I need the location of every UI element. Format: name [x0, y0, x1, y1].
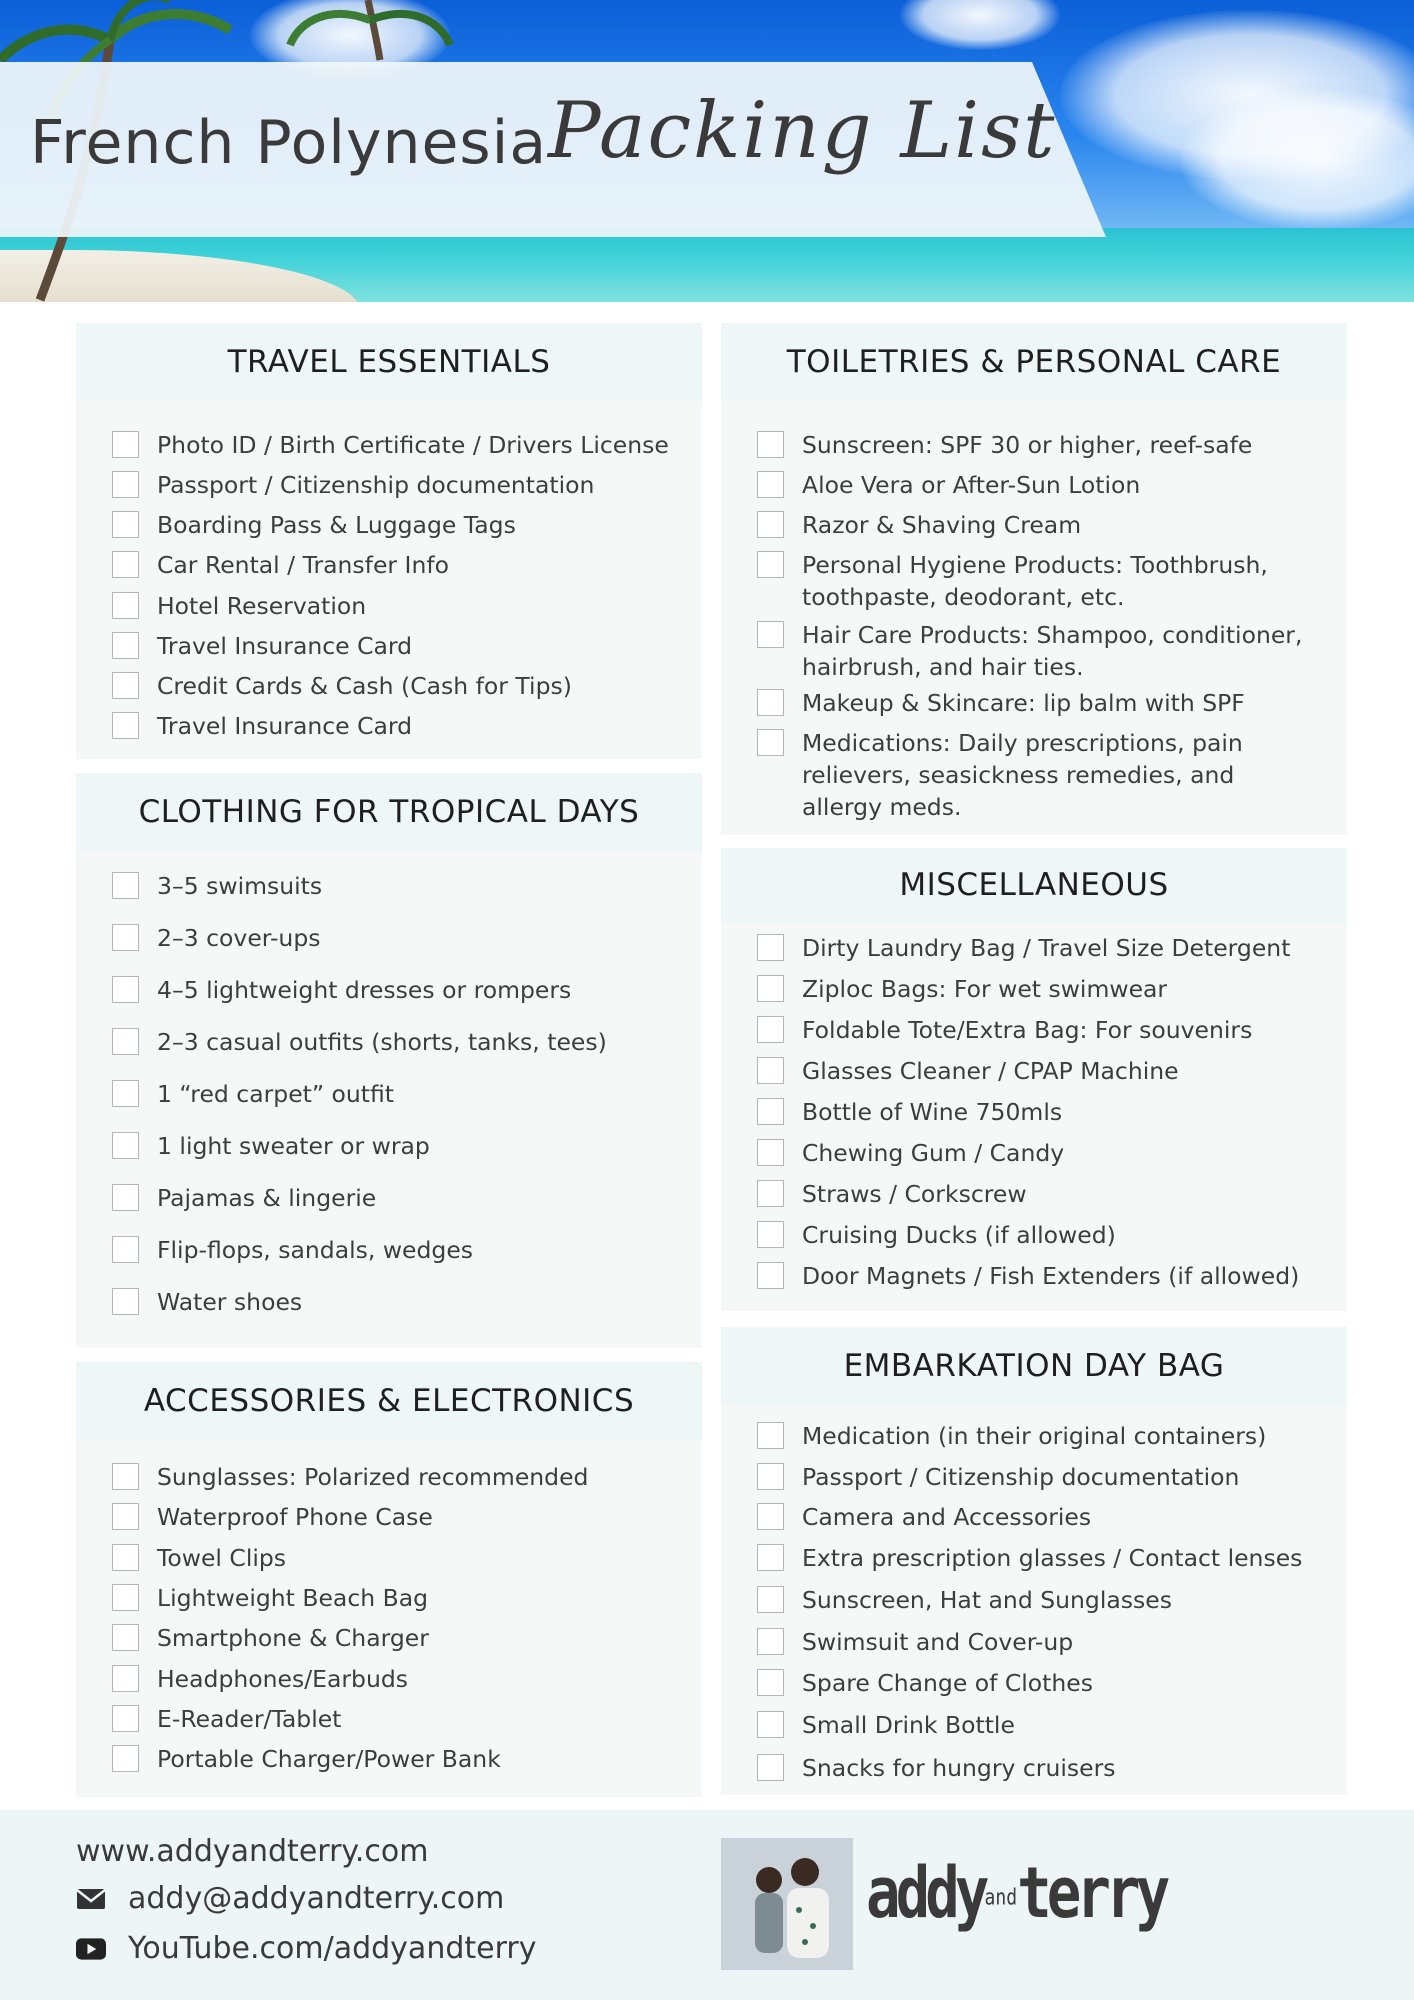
section-title: EMBARKATION DAY BAG: [721, 1327, 1347, 1405]
checkbox[interactable]: [112, 872, 139, 899]
section-accessories: [76, 1362, 702, 1797]
checklist-item-label: Bottle of Wine 750mls: [802, 1098, 1063, 1126]
checklist-item-label: Pajamas & lingerie: [157, 1184, 377, 1212]
checklist-item[interactable]: [112, 469, 672, 501]
checklist-item[interactable]: [112, 1286, 672, 1318]
checkbox[interactable]: [112, 1080, 139, 1107]
checklist-item-label: Sunscreen: SPF 30 or higher, reef-safe: [802, 431, 1253, 459]
checklist-item[interactable]: [112, 1542, 672, 1574]
checkbox[interactable]: [757, 511, 784, 538]
checklist-item[interactable]: [112, 1743, 672, 1775]
checklist-item[interactable]: [112, 1026, 672, 1058]
checklist-item-label: Flip-flops, sandals, wedges: [157, 1236, 474, 1264]
checklist-item-label: Foldable Tote/Extra Bag: For souvenirs: [802, 1016, 1253, 1044]
checklist-item[interactable]: [757, 932, 1317, 964]
section-title: CLOTHING FOR TROPICAL DAYS: [76, 773, 702, 851]
checklist-item[interactable]: [112, 429, 672, 461]
section-title: TOILETRIES & PERSONAL CARE: [721, 323, 1347, 401]
checklist-item-label: E-Reader/Tablet: [157, 1705, 342, 1733]
checklist-item[interactable]: [757, 1667, 1317, 1699]
checkbox[interactable]: [112, 1503, 139, 1530]
checklist-item-label: Makeup & Skincare: lip balm with SPF: [802, 689, 1245, 717]
checklist-item-label: Ziploc Bags: For wet swimwear: [802, 975, 1168, 1003]
checklist-item-label: Smartphone & Charger: [157, 1624, 429, 1652]
section-miscellaneous: [721, 848, 1347, 1311]
checklist-item-label: Travel Insurance Card: [157, 632, 413, 660]
checkbox[interactable]: [757, 934, 784, 961]
checklist-item-label: Photo ID / Birth Certificate / Drivers License: [157, 431, 669, 459]
checklist-item[interactable]: [112, 1663, 672, 1695]
checklist-item-label: Hotel Reservation: [157, 592, 367, 620]
checklist-item-label: Boarding Pass & Luggage Tags: [157, 511, 516, 539]
checkbox[interactable]: [112, 976, 139, 1003]
checkbox[interactable]: [112, 1288, 139, 1315]
checklist-item[interactable]: [112, 1234, 672, 1266]
checkbox[interactable]: [757, 551, 784, 578]
checkbox[interactable]: [112, 1463, 139, 1490]
checklist-item[interactable]: [757, 1752, 1317, 1784]
checklist-item-label: Personal Hygiene Products: Toothbrush, toothpaste, deodorant, etc.: [802, 551, 1268, 611]
checkbox[interactable]: [112, 431, 139, 458]
checklist-item[interactable]: [757, 1014, 1317, 1046]
checklist-item-label: Waterproof Phone Case: [157, 1503, 433, 1531]
checklist-item[interactable]: [757, 1501, 1317, 1533]
checkbox[interactable]: [112, 551, 139, 578]
checkbox[interactable]: [112, 1584, 139, 1611]
checkbox[interactable]: [757, 1463, 784, 1490]
checklist-item-label: Extra prescription glasses / Contact lenses: [802, 1544, 1303, 1572]
checklist-item[interactable]: [757, 509, 1317, 541]
checklist-item[interactable]: [757, 1461, 1317, 1493]
checklist-item[interactable]: [757, 1137, 1317, 1169]
checklist-item-label: Medication (in their original containers): [802, 1422, 1267, 1450]
checkbox[interactable]: [112, 1184, 139, 1211]
checkbox[interactable]: [757, 471, 784, 498]
checkbox[interactable]: [757, 1754, 784, 1781]
checkbox[interactable]: [757, 431, 784, 458]
checklist-item[interactable]: [112, 549, 672, 581]
checklist-item[interactable]: [757, 1626, 1317, 1658]
checklist-item[interactable]: [757, 1542, 1317, 1574]
checklist-item-label: Glasses Cleaner / CPAP Machine: [802, 1057, 1179, 1085]
checklist-item[interactable]: [112, 1582, 672, 1614]
checklist-item[interactable]: [757, 1584, 1317, 1616]
checkbox[interactable]: [112, 1544, 139, 1571]
checklist-item-label: Spare Change of Clothes: [802, 1669, 1093, 1697]
checkbox[interactable]: [757, 1711, 784, 1738]
checklist-item[interactable]: [112, 590, 672, 622]
checklist-item[interactable]: [112, 1703, 672, 1735]
checklist-item-label: Medications: Daily prescriptions, pain relievers, seasickness remedies, and allergy meds.: [802, 729, 1243, 821]
checklist-item[interactable]: [757, 1709, 1317, 1741]
checklist-item[interactable]: [757, 687, 1317, 719]
checklist-item[interactable]: [112, 509, 672, 541]
checkbox[interactable]: [757, 975, 784, 1002]
checkbox[interactable]: [112, 1132, 139, 1159]
checklist-item[interactable]: [112, 630, 672, 662]
checkbox[interactable]: [757, 1098, 784, 1125]
checkbox[interactable]: [112, 924, 139, 951]
checklist-item[interactable]: [757, 1420, 1317, 1452]
checklist-item[interactable]: [112, 670, 672, 702]
checklist-item[interactable]: [112, 1461, 672, 1493]
checkbox[interactable]: [112, 712, 139, 739]
checklist-item[interactable]: [757, 727, 1317, 823]
checklist-item-label: Portable Charger/Power Bank: [157, 1745, 501, 1773]
checklist-item[interactable]: [757, 1096, 1317, 1128]
checklist-item[interactable]: [757, 1178, 1317, 1210]
checkbox[interactable]: [757, 621, 784, 648]
couple-photo: [721, 1838, 853, 1970]
checklist-item-label: Passport / Citizenship documentation: [802, 1463, 1240, 1491]
checklist-item[interactable]: [112, 1622, 672, 1654]
checkbox[interactable]: [112, 1665, 139, 1692]
checklist-item-label: Sunscreen, Hat and Sunglasses: [802, 1586, 1172, 1614]
section-embarkation: [721, 1327, 1347, 1795]
checklist-item[interactable]: [112, 710, 672, 742]
checkbox[interactable]: [757, 1586, 784, 1613]
checkbox[interactable]: [757, 1057, 784, 1084]
checkbox[interactable]: [757, 1628, 784, 1655]
email-row[interactable]: [76, 1881, 504, 1916]
checklist-item[interactable]: [757, 1055, 1317, 1087]
section-title: MISCELLANEOUS: [721, 848, 1347, 922]
checklist-item[interactable]: [757, 549, 1317, 613]
youtube-link[interactable]: YouTube.com/addyandterry: [128, 1931, 537, 1966]
checklist-item-label: Small Drink Bottle: [802, 1711, 1015, 1739]
checklist-item-label: Water shoes: [157, 1288, 303, 1316]
checklist-item[interactable]: [757, 973, 1317, 1005]
checklist-item-label: Aloe Vera or After-Sun Lotion: [802, 471, 1141, 499]
checkbox[interactable]: [757, 1503, 784, 1530]
checkbox[interactable]: [112, 592, 139, 619]
checklist-item-label: Credit Cards & Cash (Cash for Tips): [157, 672, 572, 700]
email-link[interactable]: addy@addyandterry.com: [128, 1881, 505, 1916]
checkbox[interactable]: [757, 1422, 784, 1449]
checklist-item-label: 4–5 lightweight dresses or rompers: [157, 976, 572, 1004]
checklist-item[interactable]: [112, 1501, 672, 1533]
checkbox[interactable]: [112, 1705, 139, 1732]
checklist-item-label: 3–5 swimsuits: [157, 872, 323, 900]
checklist-item-label: Passport / Citizenship documentation: [157, 471, 595, 499]
checkbox[interactable]: [757, 1262, 784, 1289]
checkbox[interactable]: [757, 1139, 784, 1166]
checklist-item[interactable]: [112, 1182, 672, 1214]
checklist-item[interactable]: [112, 1130, 672, 1162]
checklist-item-label: Car Rental / Transfer Info: [157, 551, 450, 579]
youtube-row[interactable]: [76, 1931, 537, 1966]
section-travel-essentials: [76, 323, 702, 759]
website-link[interactable]: www.addyandterry.com: [76, 1834, 429, 1869]
checklist-item-label: Razor & Shaving Cream: [802, 511, 1082, 539]
checklist-item-label: Chewing Gum / Candy: [802, 1139, 1065, 1167]
checklist-item-label: Lightweight Beach Bag: [157, 1584, 429, 1612]
checkbox[interactable]: [112, 632, 139, 659]
logo-text-mid: and: [984, 1885, 1018, 1911]
checklist-item[interactable]: [757, 429, 1317, 461]
checklist-item-label: 2–3 cover-ups: [157, 924, 321, 952]
checkbox[interactable]: [757, 1669, 784, 1696]
checklist-item[interactable]: [757, 1260, 1317, 1292]
checkbox[interactable]: [112, 1236, 139, 1263]
checkbox[interactable]: [757, 689, 784, 716]
checklist-item-label: Travel Insurance Card: [157, 712, 413, 740]
checklist-item-label: Straws / Corkscrew: [802, 1180, 1027, 1208]
checkbox[interactable]: [112, 1028, 139, 1055]
checklist-item[interactable]: [757, 1219, 1317, 1251]
checklist-item-label: Towel Clips: [157, 1544, 287, 1572]
checklist-item[interactable]: [112, 1078, 672, 1110]
checklist-item-label: 2–3 casual outfits (shorts, tanks, tees): [157, 1028, 607, 1056]
logo-text-left: addy: [866, 1852, 985, 1934]
checklist-item[interactable]: [112, 974, 672, 1006]
checklist-item-label: Door Magnets / Fish Extenders (if allowed): [802, 1262, 1300, 1290]
checklist-item-label: Camera and Accessories: [802, 1503, 1092, 1531]
checklist-item-label: Sunglasses: Polarized recommended: [157, 1463, 589, 1491]
section-title: TRAVEL ESSENTIALS: [76, 323, 702, 401]
checkbox[interactable]: [112, 672, 139, 699]
envelope-icon: [76, 1884, 106, 1914]
checkbox[interactable]: [112, 1624, 139, 1651]
checkbox[interactable]: [757, 1221, 784, 1248]
section-title: ACCESSORIES & ELECTRONICS: [76, 1362, 702, 1440]
section-toiletries: [721, 323, 1347, 835]
checklist-item-label: Headphones/Earbuds: [157, 1665, 409, 1693]
checklist-item-label: Dirty Laundry Bag / Travel Size Detergent: [802, 934, 1291, 962]
checklist-item[interactable]: [757, 619, 1317, 683]
checklist-item-label: Cruising Ducks (if allowed): [802, 1221, 1116, 1249]
brand-logo: [866, 1852, 1165, 1934]
checklist-item-label: 1 “red carpet” outfit: [157, 1080, 395, 1108]
checkbox[interactable]: [112, 511, 139, 538]
checkbox[interactable]: [112, 471, 139, 498]
checklist-item[interactable]: [112, 870, 672, 902]
checklist-item-label: Snacks for hungry cruisers: [802, 1754, 1116, 1782]
logo-text-right: terry: [1017, 1852, 1166, 1934]
page-title: French Polynesia: [30, 108, 548, 178]
checklist-item[interactable]: [757, 469, 1317, 501]
checklist-item-label: Hair Care Products: Shampoo, conditioner, hairbrush, and hair ties.: [802, 621, 1303, 681]
checkbox[interactable]: [112, 1745, 139, 1772]
checklist-item-label: Swimsuit and Cover-up: [802, 1628, 1074, 1656]
youtube-icon: [76, 1934, 106, 1964]
section-clothing: [76, 773, 702, 1348]
checkbox[interactable]: [757, 1544, 784, 1571]
checkbox[interactable]: [757, 729, 784, 756]
checklist-item[interactable]: [112, 922, 672, 954]
checklist-item-label: 1 light sweater or wrap: [157, 1132, 430, 1160]
page-title-script: Packing List: [548, 86, 1057, 176]
checkbox[interactable]: [757, 1180, 784, 1207]
checkbox[interactable]: [757, 1016, 784, 1043]
